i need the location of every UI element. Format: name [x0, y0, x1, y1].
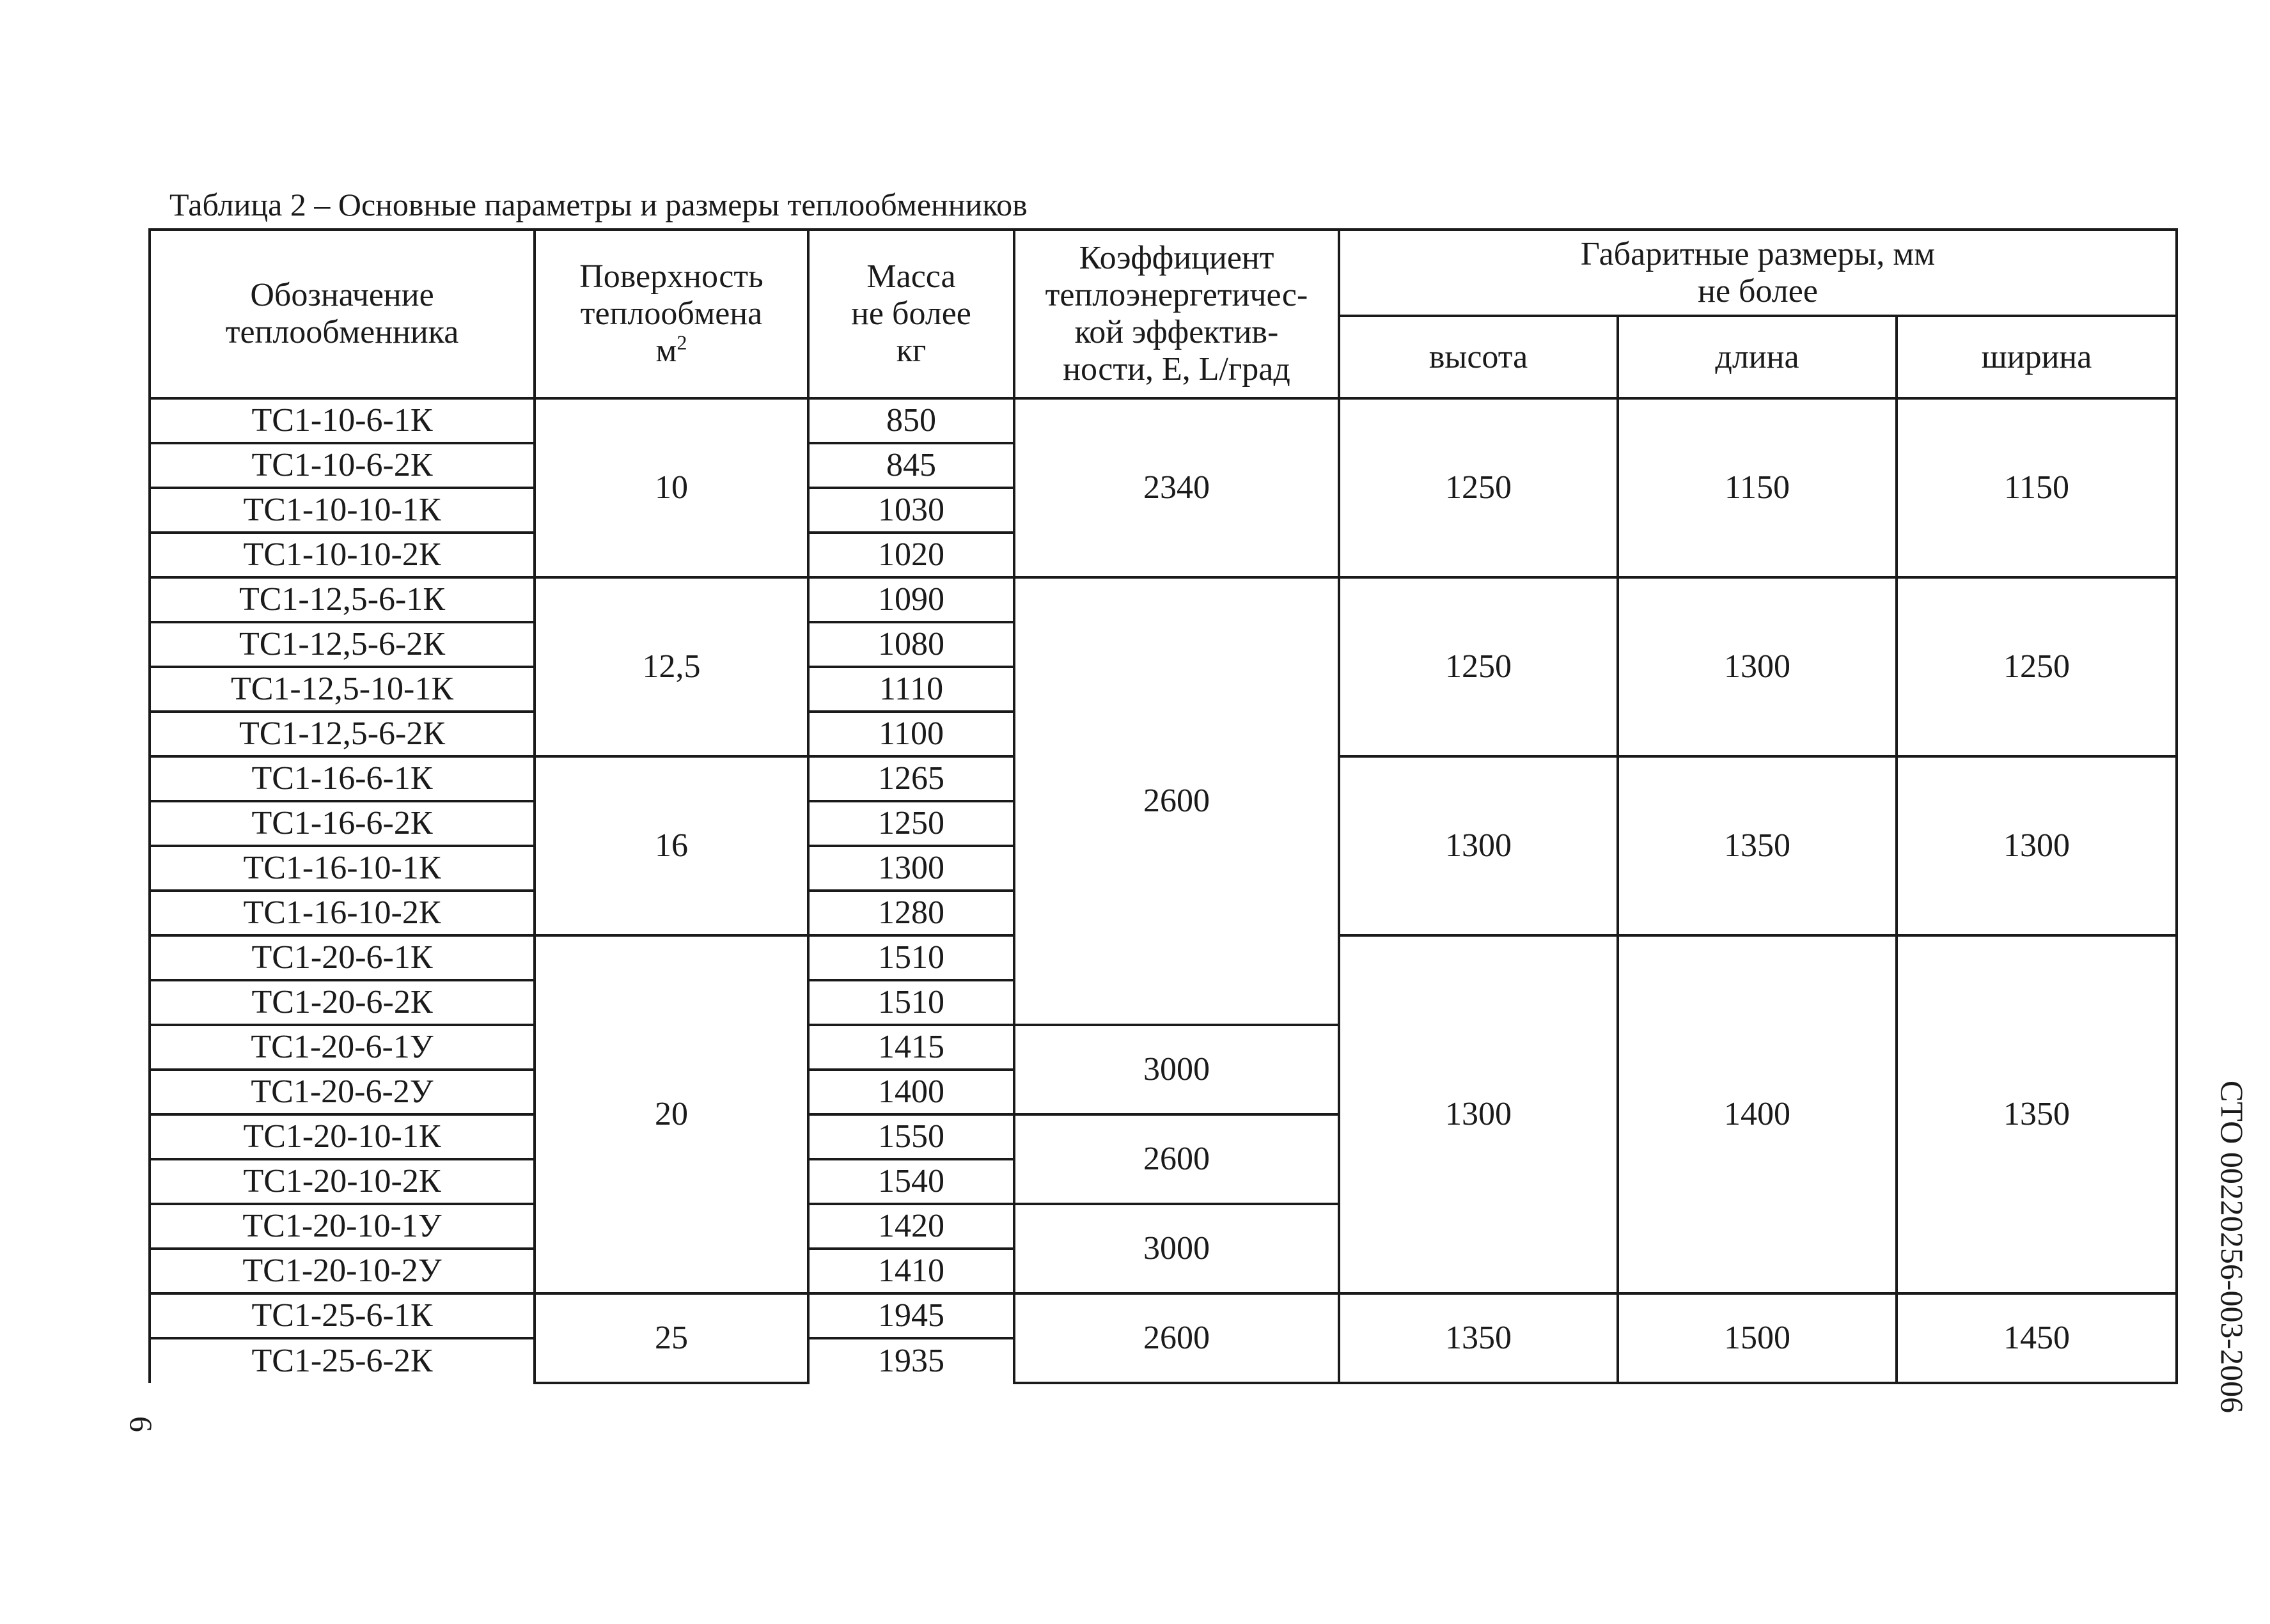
table-row-name: ТС1-10-6-1К — [150, 398, 535, 443]
header-surface: Поверхность теплообмена $м^2$ — [535, 230, 808, 398]
table-row-mass: 1510 — [808, 935, 1014, 980]
table-row-mass: 1265 — [808, 756, 1014, 801]
table-row-name: ТС1-10-10-1К — [150, 488, 535, 533]
table-row-mass: 1300 — [808, 846, 1014, 891]
coefficient-cell: 3000 — [1014, 1204, 1339, 1293]
surface-cell: 20 — [535, 935, 808, 1293]
table-row-name: ТС1-10-6-2К — [150, 443, 535, 488]
header-mass: Масса не более кг — [808, 230, 1014, 398]
table-row-mass: 845 — [808, 443, 1014, 488]
coefficient-cell: 2600 — [1014, 1293, 1339, 1383]
length-cell: 1300 — [1618, 577, 1897, 756]
width-cell: 1150 — [1897, 398, 2177, 577]
table-row-mass: 1400 — [808, 1070, 1014, 1114]
surface-cell: 12,5 — [535, 577, 808, 756]
table-row-name: ТС1-25-6-2К — [150, 1338, 535, 1383]
height-cell: 1300 — [1339, 756, 1618, 935]
table-row-name: ТС1-16-10-1К — [150, 846, 535, 891]
length-cell: 1150 — [1618, 398, 1897, 577]
table-row-name: ТС1-12,5-6-2К — [150, 622, 535, 667]
length-cell: 1400 — [1618, 935, 1897, 1293]
length-cell: 1500 — [1618, 1293, 1897, 1383]
table-row-mass: 1110 — [808, 667, 1014, 712]
table-row-mass: 1510 — [808, 980, 1014, 1025]
width-cell: 1450 — [1897, 1293, 2177, 1383]
table-row-mass: 1945 — [808, 1293, 1014, 1338]
heat-exchanger-table — [148, 228, 2178, 1384]
height-cell: 1250 — [1339, 398, 1618, 577]
table-row-mass: 850 — [808, 398, 1014, 443]
width-cell: 1300 — [1897, 756, 2177, 935]
table-row-name: ТС1-20-6-2У — [150, 1070, 535, 1114]
table-row-mass: 1100 — [808, 712, 1014, 756]
header-height: высота — [1339, 316, 1618, 398]
surface-cell: 25 — [535, 1293, 808, 1383]
header-width: ширина — [1897, 316, 2177, 398]
header-designation: Обозначение теплообменника — [150, 230, 535, 398]
table-row-name: ТС1-20-10-1К — [150, 1114, 535, 1159]
table-row-name: ТС1-20-10-1У — [150, 1204, 535, 1249]
coefficient-cell: 2600 — [1014, 577, 1339, 1025]
table-caption: Таблица 2 – Основные параметры и размеры теплообменников — [169, 187, 1028, 223]
table-row-name: ТС1-16-6-2К — [150, 801, 535, 846]
table-row-name: ТС1-20-10-2У — [150, 1249, 535, 1293]
table-row-mass: 1090 — [808, 577, 1014, 622]
table-row-mass: 1280 — [808, 891, 1014, 935]
page-number: 6 — [123, 1416, 159, 1432]
table-row-name: ТС1-20-6-1У — [150, 1025, 535, 1070]
table-row-mass: 1540 — [808, 1159, 1014, 1204]
table-row-mass: 1020 — [808, 533, 1014, 577]
document-code: СТО 00220256-003-2006 — [2214, 1081, 2250, 1414]
height-cell: 1350 — [1339, 1293, 1618, 1383]
header-dimensions: Габаритные размеры, мм не более — [1339, 230, 2177, 316]
coefficient-cell: 2600 — [1014, 1114, 1339, 1204]
table-row-mass: 1415 — [808, 1025, 1014, 1070]
table-row-name: ТС1-10-10-2К — [150, 533, 535, 577]
table-row-mass: 1550 — [808, 1114, 1014, 1159]
table-row-name: ТС1-12,5-6-1К — [150, 577, 535, 622]
coefficient-cell: 3000 — [1014, 1025, 1339, 1114]
height-cell: 1250 — [1339, 577, 1618, 756]
header-coefficient: Коэффициент теплоэнергетичес- кой эффектив- ности, Е, L/град — [1014, 230, 1339, 398]
table-row-name: ТС1-12,5-10-1К — [150, 667, 535, 712]
surface-cell: 16 — [535, 756, 808, 935]
table-row-name: ТС1-16-6-1К — [150, 756, 535, 801]
width-cell: 1350 — [1897, 935, 2177, 1293]
table-row-mass: 1935 — [808, 1338, 1014, 1383]
table-row-mass: 1080 — [808, 622, 1014, 667]
length-cell: 1350 — [1618, 756, 1897, 935]
table-row-name: ТС1-12,5-6-2К — [150, 712, 535, 756]
table-row-mass: 1420 — [808, 1204, 1014, 1249]
height-cell: 1300 — [1339, 935, 1618, 1293]
header-length: длина — [1618, 316, 1897, 398]
table-row-name: ТС1-20-6-1К — [150, 935, 535, 980]
table-row-mass: 1410 — [808, 1249, 1014, 1293]
width-cell: 1250 — [1897, 577, 2177, 756]
table-row-name: ТС1-20-6-2К — [150, 980, 535, 1025]
table-row-name: ТС1-16-10-2К — [150, 891, 535, 935]
table-row-mass: 1250 — [808, 801, 1014, 846]
coefficient-cell: 2340 — [1014, 398, 1339, 577]
table-row-mass: 1030 — [808, 488, 1014, 533]
table-row-name: ТС1-25-6-1К — [150, 1293, 535, 1338]
table-row-name: ТС1-20-10-2К — [150, 1159, 535, 1204]
surface-cell: 10 — [535, 398, 808, 577]
